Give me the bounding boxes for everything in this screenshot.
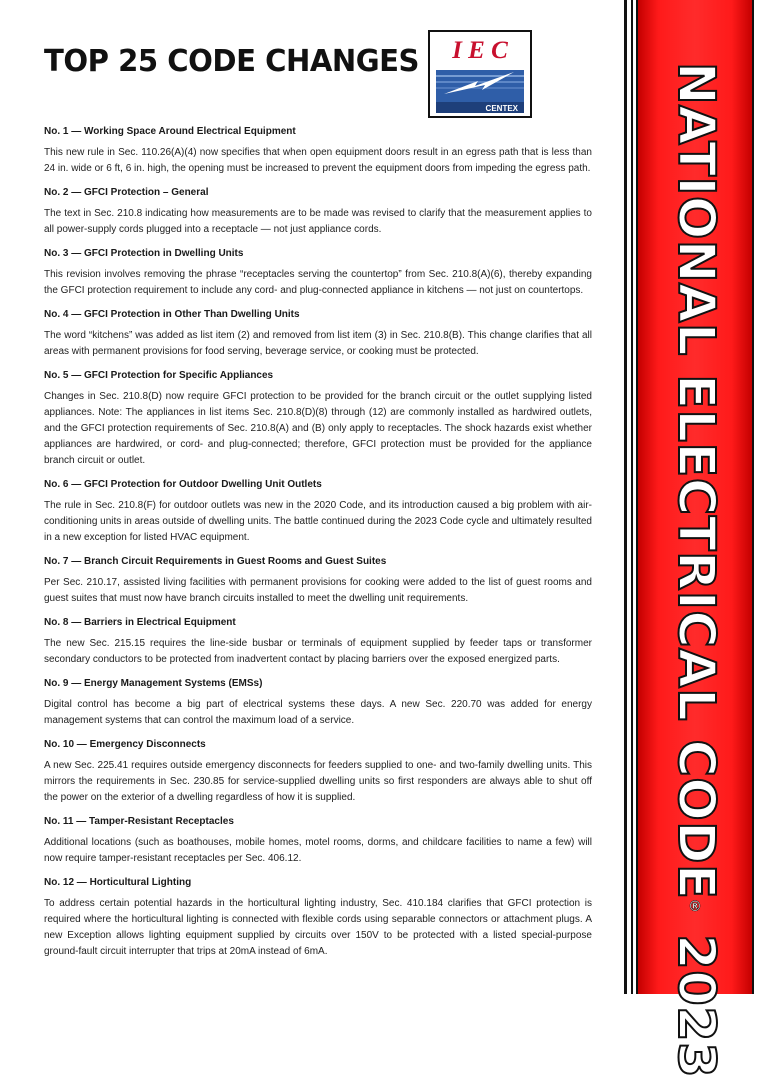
list-item (44, 815, 592, 867)
list-item (44, 616, 592, 668)
iec-logo-graphic (430, 32, 530, 116)
item-heading: No. 12 — Horticultural Lighting (44, 877, 192, 888)
logo-letters: I E C (452, 37, 508, 64)
list-item (44, 876, 592, 960)
item-body: The new Sec. 215.15 requires the line-side busbar or terminals of equipment supplied by feeder taps or transformer secondary conductors to be protected from inadvertent contact by placing barriers over the exposed energized parts. (44, 638, 592, 665)
iec-centex-logo (428, 30, 532, 118)
registered-mark: ® (687, 899, 703, 916)
nec-title-text: NATIONAL ELECTRICAL CODE (666, 62, 725, 900)
list-item (44, 555, 592, 607)
item-body: Per Sec. 210.17, assisted living facilities with permanent provisions for cooking were added to the list of guest rooms and guest suites that must now have branch circuits installed to meet the dwelling unit requirements. (44, 577, 592, 604)
item-heading: No. 3 — GFCI Protection in Dwelling Units (44, 248, 244, 259)
list-item (44, 247, 592, 299)
item-body: Changes in Sec. 210.8(D) now require GFCI protection to be provided for the branch circuit or the outlet supplying listed appliances. Note: The appliances in list items Sec. 210.8(D)(8) through (12) are commonly installed as hardwired outlets, and the GFCI protection requirements of Sec. 210.8(A) and (B) only apply to receptacles. The shock hazards exist whether appliances are hardwired, or cord- and plug-connected; therefore, GFCI protection must be provided for the appliance branch circuit or outlet. (44, 391, 592, 466)
code-changes-list (44, 125, 592, 969)
item-heading: No. 2 — GFCI Protection – General (44, 187, 209, 198)
item-body: The word “kitchens” was added as list item (2) and removed from list item (3) in Sec. 210.8(B). This change clarifies that all areas with permanent provisions for food serving, beverage service, or cooking must be protected. (44, 330, 592, 357)
item-body: This revision involves removing the phrase “receptacles serving the countertop” from Sec. 210.8(A)(6), thereby expanding the GFCI protection requirement to include any cord- and plug-connected appliance in kitchens — not just on countertops. (44, 269, 592, 296)
page-title: TOP 25 CODE CHANGES (44, 44, 420, 79)
item-body: This new rule in Sec. 110.26(A)(4) now specifies that when open equipment doors result in an egress path that is less than 24 in. wide or 6 ft, 6 in. high, the opening must be increased to prevent the equipment doors from impeding the egress path. (44, 147, 592, 174)
item-heading: No. 5 — GFCI Protection for Specific Appliances (44, 370, 274, 381)
nec-vertical-title (652, 62, 738, 1078)
sidebar-divider (631, 0, 633, 994)
item-body: Digital control has become a big part of electrical systems these days. A new Sec. 220.70 was added for energy management systems that can control the maximum load of a service. (44, 699, 592, 726)
item-heading: No. 9 — Energy Management Systems (EMSs) (44, 678, 263, 689)
item-heading: No. 11 — Tamper-Resistant Receptacles (44, 816, 234, 827)
list-item (44, 478, 592, 546)
list-item (44, 738, 592, 806)
list-item (44, 308, 592, 360)
item-heading: No. 4 — GFCI Protection in Other Than Dwelling Units (44, 309, 300, 320)
list-item (44, 125, 592, 177)
list-item (44, 677, 592, 729)
list-item (44, 369, 592, 469)
list-item (44, 186, 592, 238)
item-body: To address certain potential hazards in the horticultural lighting industry, Sec. 410.184 clarifies that GFCI protection is required where the horticultural lighting is connected with flexible cords using separable connectors or attachment plugs. A new Exception allows lighting equipment supplied by circuits over 150V to be protected with a listed special-purpose ground-fault circuit interrupter that trips at 20mA instead of 6mA. (44, 898, 592, 957)
sidebar-divider (624, 0, 627, 994)
item-heading: No. 10 — Emergency Disconnects (44, 739, 206, 750)
item-body: The text in Sec. 210.8 indicating how measurements are to be made was revised to clarify that the measurement applies to all power-supply cords plugged into a receptacle — not just appliance cords. (44, 208, 592, 235)
sidebar-banner (614, 0, 768, 1078)
item-heading: No. 6 — GFCI Protection for Outdoor Dwelling Unit Outlets (44, 479, 322, 490)
logo-subtext: CENTEX (485, 104, 518, 113)
item-body: A new Sec. 225.41 requires outside emergency disconnects for feeders supplied to one- and two-family dwelling units. This mirrors the requirements in Sec. 230.85 for service-supplied dwelling units so first responders are always able to shut off the power on the exterior of a dwelling regardless of how it is supplied. (44, 760, 592, 803)
nec-year: 2023 (666, 934, 725, 1078)
item-heading: No. 8 — Barriers in Electrical Equipment (44, 617, 236, 628)
item-heading: No. 1 — Working Space Around Electrical Equipment (44, 126, 296, 137)
item-heading: No. 7 — Branch Circuit Requirements in Guest Rooms and Guest Suites (44, 556, 387, 567)
item-body: The rule in Sec. 210.8(F) for outdoor outlets was new in the 2020 Code, and its introduction caused a big problem with air-conditioning units in areas outside of dwelling units. The battle continued during the 2023 Code cycle and ultimately resulted in a new exception for listed HVAC equipment. (44, 500, 592, 543)
item-body: Additional locations (such as boathouses, mobile homes, motel rooms, dorms, and childcare facilities to name a few) will now require tamper-resistant receptacles per Sec. 406.12. (44, 837, 592, 864)
